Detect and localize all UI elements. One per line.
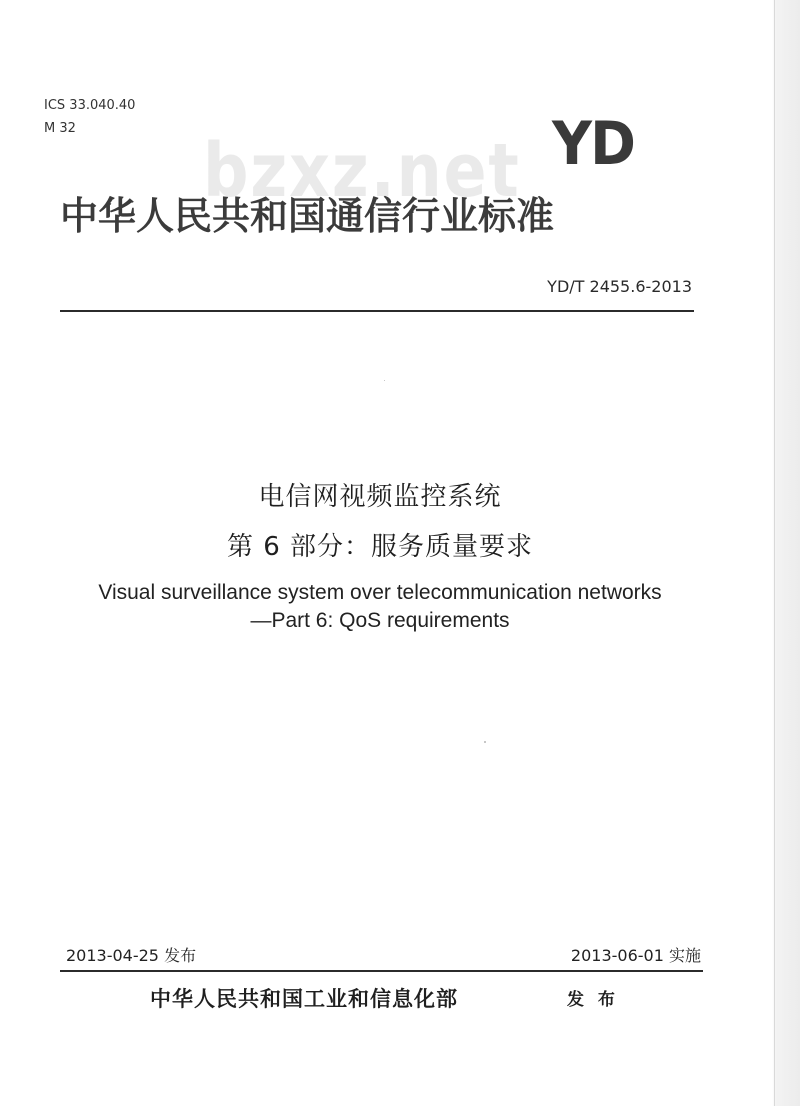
scan-speck (384, 380, 385, 381)
industry-standard-title: 中华人民共和国通信行业标准 (60, 194, 555, 238)
scan-speck (484, 741, 486, 743)
implementation-date: 2013-06-01 实施 (570, 946, 701, 965)
english-title-line-2: —Part 6: QoS requirements (250, 609, 510, 632)
header-divider (60, 310, 694, 312)
footer-divider (60, 970, 703, 972)
yd-logo: YD (552, 109, 635, 179)
english-title-line-1: Visual surveillance system over telecommunication networks (98, 581, 662, 604)
standard-number: YD/T 2455.6-2013 (547, 277, 692, 296)
publisher: 中华人民共和国工业和信息化部 (150, 986, 458, 1011)
ics-code: ICS 33.040.40 (44, 98, 136, 113)
classification-code: M 32 (44, 121, 76, 136)
watermark: bzxz.net (203, 128, 521, 214)
chinese-title-line-1: 电信网视频监控系统 (258, 482, 502, 512)
chinese-title-line-2: 第 6 部分：服务质量要求 (226, 532, 534, 562)
issue-date: 2013-04-25 发布 (66, 946, 197, 965)
scan-edge (772, 0, 800, 1106)
publish-label: 发 布 (567, 990, 619, 1010)
scan-edge-line (774, 0, 775, 1106)
